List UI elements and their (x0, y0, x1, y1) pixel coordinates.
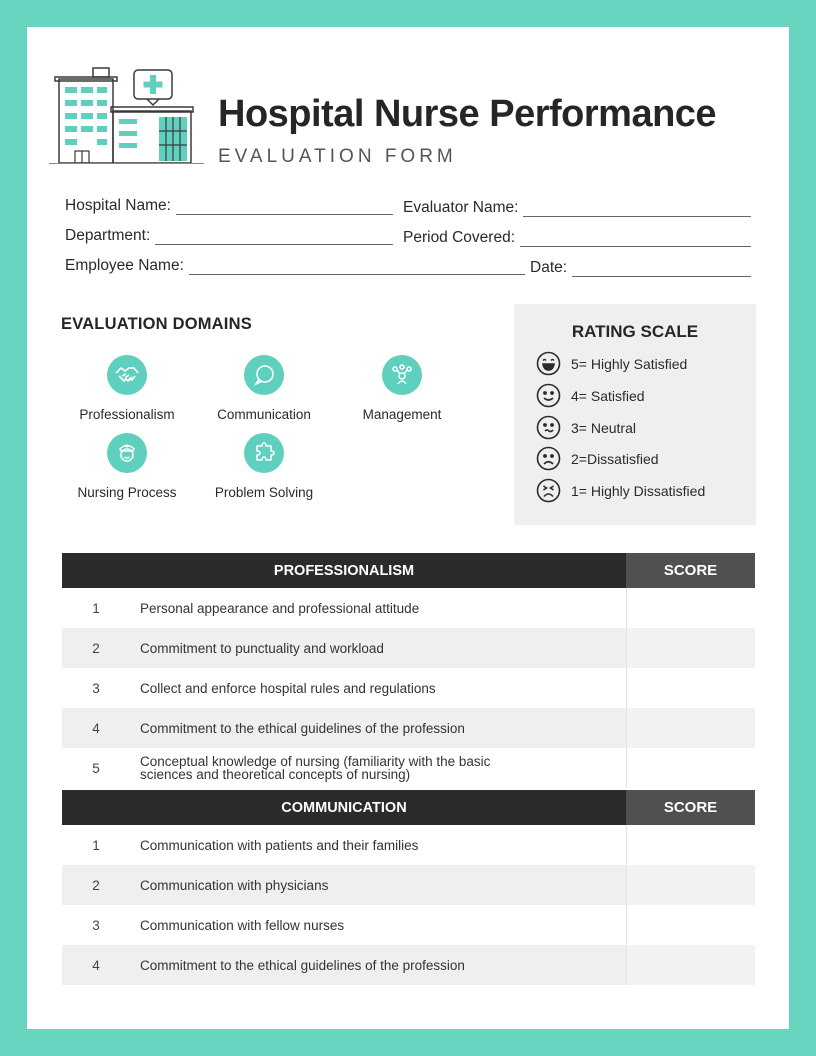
table-row (62, 825, 755, 865)
rating-scale-title: RATING SCALE (571, 322, 699, 341)
row-number: 4 (92, 957, 100, 973)
table-row (62, 668, 755, 708)
professionalism-table (62, 553, 755, 788)
rating-item-3 (536, 415, 636, 440)
row-number: 4 (92, 720, 100, 736)
row-criterion: Conceptual knowledge of nursing (familiarity with the basic sciences and theoretical concepts of nursing) (140, 754, 491, 782)
score-cell[interactable] (626, 708, 755, 748)
hospital-name-field[interactable] (65, 195, 393, 215)
row-criterion: Personal appearance and professional attitude (140, 600, 420, 616)
row-criterion: Commitment to the ethical guidelines of the profession (140, 957, 465, 973)
row-criterion: Commitment to punctuality and workload (140, 640, 384, 656)
domain-professionalism (62, 355, 192, 422)
row-criterion: Commitment to the ethical guidelines of the profession (140, 720, 465, 736)
domain-nursing-process (62, 433, 192, 500)
rating-label: 5= Highly Satisfied (571, 355, 688, 372)
neutral-face-icon (536, 415, 561, 440)
rating-item-1 (536, 478, 705, 503)
table-header (62, 790, 755, 825)
rating-label: 2=Dissatisfied (571, 450, 659, 467)
table-row (62, 748, 755, 788)
evaluation-domains-title: EVALUATION DOMAINS (61, 315, 252, 333)
score-cell[interactable] (626, 865, 755, 905)
date-field[interactable] (530, 257, 751, 277)
department-line[interactable] (155, 230, 393, 245)
rating-label: 1= Highly Dissatisfied (571, 482, 706, 499)
row-number: 2 (92, 877, 100, 893)
row-number: 3 (92, 917, 100, 933)
puzzle-icon (244, 433, 284, 473)
score-cell[interactable] (626, 628, 755, 668)
form-sheet (27, 27, 789, 1029)
score-cell[interactable] (626, 945, 755, 985)
row-number: 2 (92, 640, 100, 656)
date-line[interactable] (572, 262, 751, 277)
row-number: 5 (92, 760, 100, 776)
laughing-face-icon (536, 351, 561, 376)
department-label: Department: (65, 227, 151, 244)
score-cell[interactable] (626, 825, 755, 865)
period-covered-line[interactable] (520, 232, 751, 247)
distressed-face-icon (536, 478, 561, 503)
score-cell[interactable] (626, 748, 755, 788)
department-field[interactable] (65, 225, 393, 245)
row-number: 3 (92, 680, 100, 696)
team-icon (382, 355, 422, 395)
nurse-icon (107, 433, 147, 473)
domain-problem-solving (199, 433, 329, 500)
domain-label: Professionalism (79, 407, 175, 422)
table-header (62, 553, 755, 588)
evaluator-name-line[interactable] (523, 202, 751, 217)
score-cell[interactable] (626, 588, 755, 628)
score-cell[interactable] (626, 668, 755, 708)
domain-label: Nursing Process (77, 485, 177, 500)
row-criterion: Communication with patients and their families (140, 837, 419, 853)
table-row (62, 588, 755, 628)
evaluator-name-label: Evaluator Name: (403, 199, 519, 216)
table-row (62, 945, 755, 985)
evaluator-name-field[interactable] (403, 197, 751, 217)
communication-header: COMMUNICATION (62, 790, 626, 825)
domain-label: Communication (217, 407, 311, 422)
date-label: Date: (530, 259, 568, 276)
rating-item-2 (536, 446, 659, 471)
score-cell[interactable] (626, 905, 755, 945)
table-row (62, 905, 755, 945)
rating-label: 3= Neutral (571, 419, 636, 436)
handshake-icon (107, 355, 147, 395)
domain-label: Problem Solving (214, 485, 314, 500)
employee-name-label: Employee Name: (65, 257, 184, 274)
communication-table (62, 790, 755, 985)
speech-bubble-icon (244, 355, 284, 395)
page-title: Hospital Nurse Performance (218, 93, 717, 135)
period-covered-field[interactable] (403, 227, 751, 247)
row-criterion: Communication with physicians (140, 877, 329, 893)
row-criterion: Collect and enforce hospital rules and regulations (140, 680, 436, 696)
rating-item-5 (536, 351, 687, 376)
employee-name-field[interactable] (65, 255, 525, 275)
domain-management (337, 355, 467, 422)
table-row (62, 865, 755, 905)
rating-scale-panel (514, 304, 756, 525)
hospital-building-icon (49, 67, 209, 169)
score-header: SCORE (626, 790, 755, 825)
table-row (62, 628, 755, 668)
rating-label: 4= Satisfied (571, 387, 645, 404)
table-row (62, 708, 755, 748)
frowning-face-icon (536, 446, 561, 471)
hospital-name-label: Hospital Name: (65, 197, 171, 214)
professionalism-header: PROFESSIONALISM (62, 553, 626, 588)
rating-item-4 (536, 383, 645, 408)
row-criterion: Communication with fellow nurses (140, 917, 345, 933)
domain-label: Management (362, 407, 442, 422)
employee-name-line[interactable] (189, 260, 525, 275)
score-header: SCORE (626, 553, 755, 588)
smiling-face-icon (536, 383, 561, 408)
period-covered-label: Period Covered: (403, 229, 516, 246)
page-subtitle: EVALUATION FORM (218, 146, 457, 167)
row-number: 1 (92, 600, 100, 616)
header-divider (49, 163, 204, 164)
domain-communication (199, 355, 329, 422)
row-number: 1 (92, 837, 100, 853)
hospital-name-line[interactable] (176, 200, 393, 215)
